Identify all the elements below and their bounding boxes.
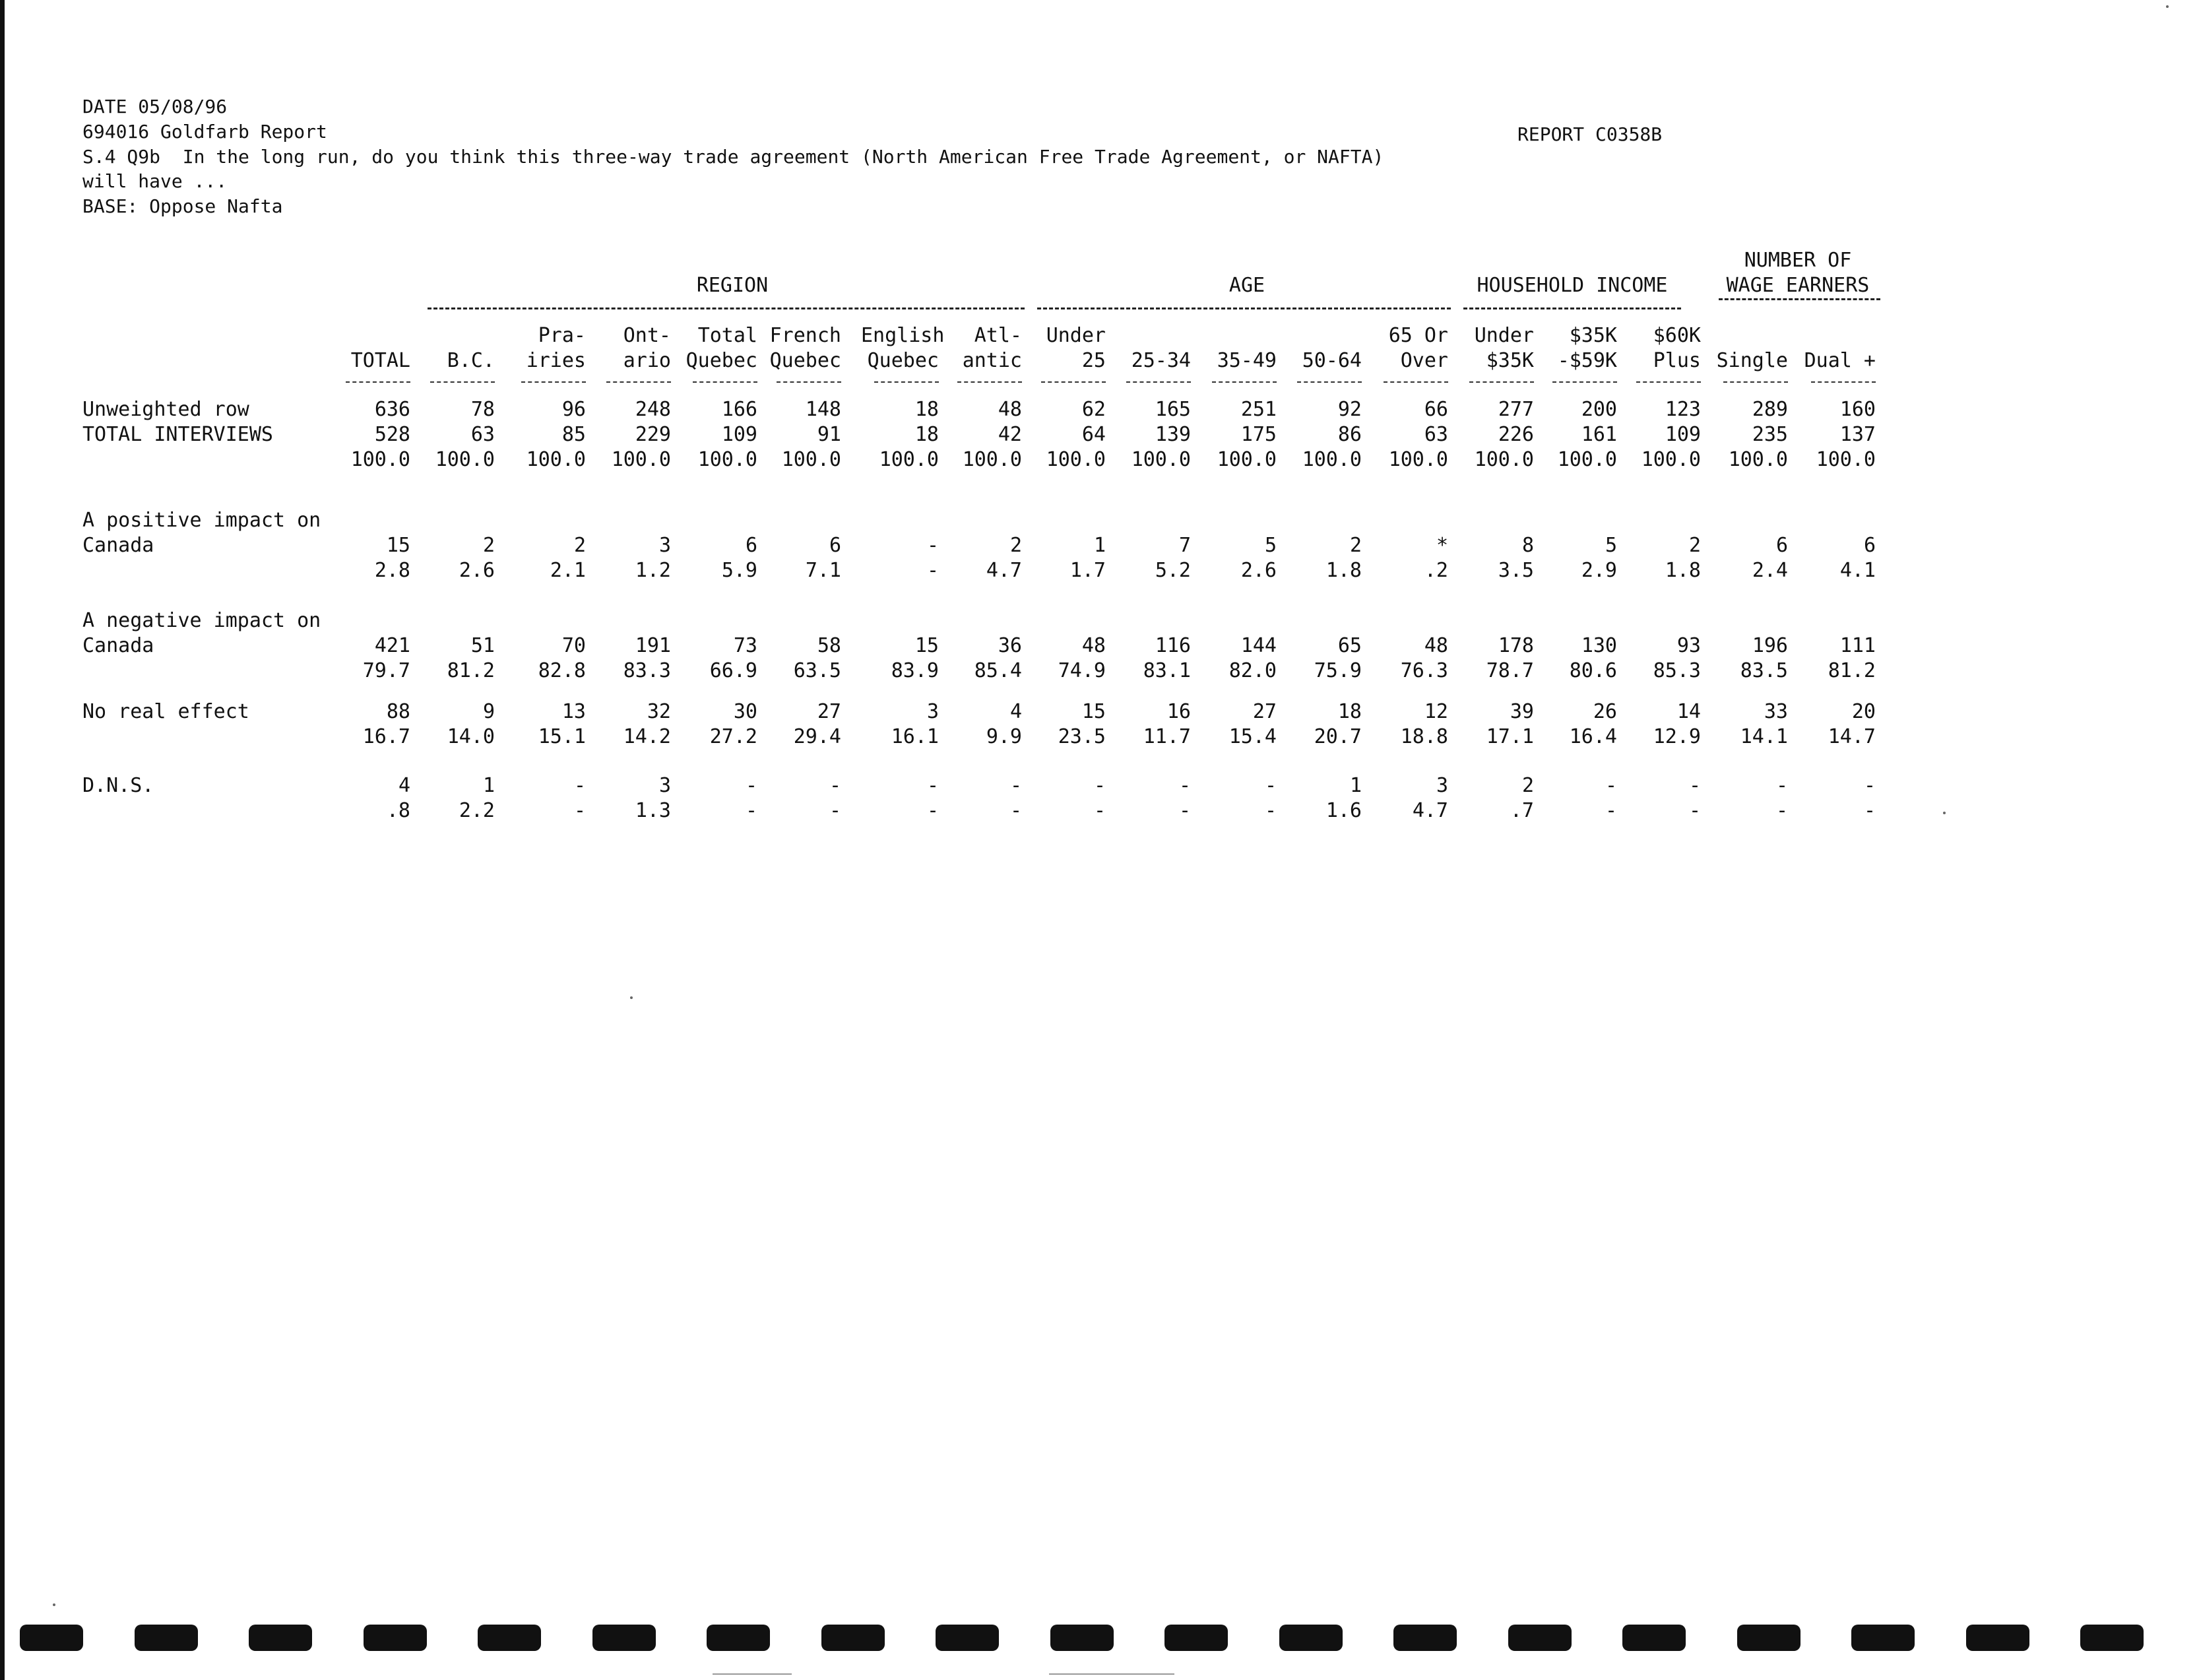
- table-cell: 2: [573, 534, 586, 557]
- row-label: No real effect: [82, 700, 249, 723]
- table-cell: 166: [721, 398, 757, 421]
- binding-hole: [1050, 1625, 1114, 1651]
- table-cell: 32: [647, 700, 671, 723]
- table-cell: 26: [1593, 700, 1617, 723]
- table-cell: 2.9: [1581, 559, 1617, 582]
- table-cell: 1: [1093, 534, 1106, 557]
- column-header-line2: iries: [526, 349, 586, 372]
- column-header-line2: TOTAL: [350, 349, 410, 372]
- binding-hole: [1279, 1625, 1343, 1651]
- table-cell: -: [1605, 774, 1617, 797]
- column-underline: [874, 381, 939, 383]
- table-cell: 2: [482, 534, 495, 557]
- table-cell: 289: [1752, 398, 1788, 421]
- column-header-line1: Total: [697, 324, 757, 347]
- table-cell: -: [1264, 774, 1277, 797]
- table-cell: 9.9: [986, 725, 1022, 748]
- row-label: D.N.S.: [82, 774, 154, 797]
- report-number: REPORT C0358B: [1517, 123, 1663, 145]
- table-cell: 175: [1240, 423, 1277, 446]
- binding-hole: [1393, 1625, 1457, 1651]
- column-header-line1: Under: [1474, 324, 1534, 347]
- binding-hole: [821, 1625, 885, 1651]
- row-label: Unweighted row: [82, 398, 249, 421]
- binding-hole: [592, 1625, 656, 1651]
- row-label: TOTAL INTERVIEWS: [82, 423, 273, 446]
- table-cell: 16: [1166, 700, 1191, 723]
- table-cell: 100.0: [1131, 448, 1191, 471]
- table-cell: 82.0: [1228, 659, 1277, 682]
- binding-hole: [1966, 1625, 2029, 1651]
- table-cell: 2: [1521, 774, 1534, 797]
- column-underline: [957, 381, 1022, 383]
- table-cell: 3: [926, 700, 939, 723]
- table-cell: -: [573, 774, 586, 797]
- scan-speck: [2166, 5, 2169, 8]
- table-cell: 248: [635, 398, 671, 421]
- table-cell: 81.2: [447, 659, 495, 682]
- column-header-line2: B.C.: [447, 349, 495, 372]
- column-underline: [1297, 381, 1362, 383]
- table-cell: 4.7: [1412, 799, 1448, 822]
- table-cell: 229: [635, 423, 671, 446]
- table-cell: -: [1178, 799, 1191, 822]
- column-header-line2: $35K: [1486, 349, 1534, 372]
- binding-hole: [2080, 1625, 2144, 1651]
- table-cell: 109: [1665, 423, 1701, 446]
- table-cell: 160: [1839, 398, 1876, 421]
- report-title: 694016 Goldfarb Report: [82, 121, 327, 143]
- column-header-line2: Single: [1716, 349, 1788, 372]
- table-cell: 62: [1081, 398, 1106, 421]
- table-cell: 200: [1581, 398, 1617, 421]
- table-cell: 15: [1081, 700, 1106, 723]
- table-cell: 51: [470, 634, 495, 657]
- column-underline: [1469, 381, 1534, 383]
- column-underline: [521, 381, 586, 383]
- age-group-rule: [1037, 307, 1451, 309]
- table-cell: 48: [1081, 634, 1106, 657]
- column-underline: [430, 381, 495, 383]
- table-cell: -: [926, 774, 939, 797]
- table-cell: 78.7: [1486, 659, 1534, 682]
- column-underline: [1041, 381, 1106, 383]
- table-cell: 65: [1337, 634, 1362, 657]
- table-cell: 4: [1009, 700, 1022, 723]
- table-cell: 92: [1337, 398, 1362, 421]
- table-cell: 15.4: [1228, 725, 1277, 748]
- table-cell: *: [1436, 534, 1448, 557]
- table-cell: 251: [1240, 398, 1277, 421]
- table-cell: 85.3: [1653, 659, 1701, 682]
- table-cell: 100.0: [697, 448, 757, 471]
- table-cell: 18: [914, 398, 939, 421]
- scan-line: [713, 1673, 792, 1675]
- column-header-line2: Quebec: [769, 349, 841, 372]
- scan-speck: [53, 1603, 55, 1606]
- table-cell: 14.1: [1740, 725, 1788, 748]
- table-cell: .8: [386, 799, 410, 822]
- column-header-line2: Plus: [1653, 349, 1701, 372]
- table-cell: 5.9: [721, 559, 757, 582]
- table-cell: 100.0: [781, 448, 841, 471]
- column-header-line2: Quebec: [685, 349, 757, 372]
- table-cell: 148: [805, 398, 841, 421]
- scan-line: [1049, 1673, 1174, 1675]
- table-cell: 33: [1764, 700, 1788, 723]
- table-cell: 6: [745, 534, 757, 557]
- table-cell: 18: [1337, 700, 1362, 723]
- column-underline: [1811, 381, 1876, 383]
- table-cell: 29.4: [793, 725, 841, 748]
- table-cell: 83.1: [1143, 659, 1191, 682]
- table-cell: -: [745, 774, 757, 797]
- column-header-line1: Under: [1046, 324, 1106, 347]
- table-cell: 123: [1665, 398, 1701, 421]
- wage-group-rule: [1719, 298, 1880, 300]
- table-cell: -: [573, 799, 586, 822]
- table-cell: .7: [1510, 799, 1534, 822]
- table-cell: 6: [1775, 534, 1788, 557]
- table-cell: 2: [1349, 534, 1362, 557]
- table-cell: 528: [374, 423, 410, 446]
- table-cell: 139: [1155, 423, 1191, 446]
- binding-hole: [707, 1625, 770, 1651]
- table-cell: 100.0: [435, 448, 495, 471]
- income-group-rule: [1463, 307, 1681, 309]
- column-header-line2: ario: [623, 349, 671, 372]
- table-cell: 79.7: [362, 659, 410, 682]
- column-underline: [1636, 381, 1701, 383]
- table-cell: 2.2: [459, 799, 495, 822]
- table-cell: 91: [817, 423, 841, 446]
- table-cell: 191: [635, 634, 671, 657]
- column-underline: [346, 381, 410, 383]
- table-cell: 20.7: [1314, 725, 1362, 748]
- table-cell: 165: [1155, 398, 1191, 421]
- table-cell: 23.5: [1058, 725, 1106, 748]
- table-cell: 235: [1752, 423, 1788, 446]
- binding-hole: [135, 1625, 198, 1651]
- table-cell: 1: [1349, 774, 1362, 797]
- region-group-rule: [428, 307, 1025, 309]
- table-cell: 74.9: [1058, 659, 1106, 682]
- table-cell: 20: [1851, 700, 1876, 723]
- table-cell: 3: [658, 774, 671, 797]
- column-header-line2: antic: [962, 349, 1022, 372]
- table-cell: .2: [1424, 559, 1448, 582]
- binding-hole: [1508, 1625, 1572, 1651]
- scan-speck: [630, 996, 633, 999]
- binding-hole: [1164, 1625, 1228, 1651]
- table-cell: 75.9: [1314, 659, 1362, 682]
- table-cell: 109: [721, 423, 757, 446]
- binding-hole: [1851, 1625, 1915, 1651]
- table-cell: 4.7: [986, 559, 1022, 582]
- table-cell: 178: [1498, 634, 1534, 657]
- table-cell: 6: [829, 534, 841, 557]
- table-cell: 100.0: [1728, 448, 1788, 471]
- table-cell: 2.6: [459, 559, 495, 582]
- table-cell: 3: [658, 534, 671, 557]
- column-header-line2: -$59K: [1557, 349, 1617, 372]
- table-cell: 15: [386, 534, 410, 557]
- scan-left-border: [0, 0, 5, 1680]
- table-cell: 116: [1155, 634, 1191, 657]
- table-cell: 16.4: [1569, 725, 1617, 748]
- binding-hole: [478, 1625, 541, 1651]
- table-cell: 66: [1424, 398, 1448, 421]
- table-cell: 636: [374, 398, 410, 421]
- table-cell: 130: [1581, 634, 1617, 657]
- table-cell: 161: [1581, 423, 1617, 446]
- table-cell: 14.7: [1828, 725, 1876, 748]
- table-cell: 2.1: [550, 559, 586, 582]
- table-cell: 1: [482, 774, 495, 797]
- table-cell: 196: [1752, 634, 1788, 657]
- column-underline: [1723, 381, 1788, 383]
- table-cell: 18: [914, 423, 939, 446]
- table-cell: 13: [561, 700, 586, 723]
- group-header-wage-earners-line2: WAGE EARNERS: [1726, 274, 1870, 297]
- table-cell: 16.1: [891, 725, 939, 748]
- table-cell: 2: [1688, 534, 1701, 557]
- question-text-continued: will have ...: [82, 170, 228, 192]
- report-date: DATE 05/08/96: [82, 96, 228, 117]
- table-cell: 8: [1521, 534, 1534, 557]
- table-cell: -: [1093, 774, 1106, 797]
- table-cell: 17.1: [1486, 725, 1534, 748]
- column-underline: [606, 381, 671, 383]
- row-label: A negative impact on: [82, 609, 321, 632]
- binding-hole: [364, 1625, 427, 1651]
- table-cell: 6: [1863, 534, 1876, 557]
- table-cell: 39: [1510, 700, 1534, 723]
- column-header-line2: Quebec: [867, 349, 939, 372]
- group-header-household-income: HOUSEHOLD INCOME: [1477, 274, 1668, 297]
- row-label: Canada: [82, 634, 154, 657]
- table-cell: 12: [1424, 700, 1448, 723]
- table-cell: -: [829, 799, 841, 822]
- binding-hole: [1737, 1625, 1801, 1651]
- table-cell: 226: [1498, 423, 1534, 446]
- table-cell: -: [1688, 774, 1701, 797]
- row-label: Canada: [82, 534, 154, 557]
- column-underline: [1384, 381, 1448, 383]
- table-cell: 1.3: [635, 799, 671, 822]
- table-cell: 9: [482, 700, 495, 723]
- table-cell: 7: [1178, 534, 1191, 557]
- column-header-line1: 65 Or: [1388, 324, 1448, 347]
- column-header-line2: 25-34: [1131, 349, 1191, 372]
- table-cell: 15: [914, 634, 939, 657]
- binding-hole: [1622, 1625, 1686, 1651]
- table-cell: 63.5: [793, 659, 841, 682]
- table-cell: 7.1: [805, 559, 841, 582]
- table-cell: 85: [561, 423, 586, 446]
- column-header-line2: Dual +: [1804, 349, 1876, 372]
- table-cell: 83.9: [891, 659, 939, 682]
- table-cell: 5.2: [1155, 559, 1191, 582]
- table-cell: 100.0: [962, 448, 1022, 471]
- table-cell: 36: [998, 634, 1022, 657]
- binding-hole: [936, 1625, 999, 1651]
- table-cell: 2.6: [1240, 559, 1277, 582]
- table-cell: -: [1775, 799, 1788, 822]
- table-cell: 100.0: [350, 448, 410, 471]
- column-header-line2: 25: [1081, 349, 1106, 372]
- table-cell: 277: [1498, 398, 1534, 421]
- table-cell: 3: [1436, 774, 1448, 797]
- column-underline: [693, 381, 757, 383]
- table-cell: 2.8: [374, 559, 410, 582]
- table-cell: -: [1775, 774, 1788, 797]
- table-cell: 78: [470, 398, 495, 421]
- table-cell: 11.7: [1143, 725, 1191, 748]
- table-cell: 1.8: [1325, 559, 1362, 582]
- table-cell: 63: [1424, 423, 1448, 446]
- column-header-line2: 50-64: [1302, 349, 1362, 372]
- table-cell: 100.0: [1217, 448, 1277, 471]
- table-cell: 73: [733, 634, 757, 657]
- table-cell: 1.6: [1325, 799, 1362, 822]
- table-cell: -: [1688, 799, 1701, 822]
- table-cell: 64: [1081, 423, 1106, 446]
- table-cell: 5: [1264, 534, 1277, 557]
- table-cell: -: [1863, 774, 1876, 797]
- table-cell: 4: [398, 774, 410, 797]
- table-cell: 144: [1240, 634, 1277, 657]
- column-underline: [1126, 381, 1191, 383]
- table-cell: 30: [733, 700, 757, 723]
- scan-speck: [1943, 812, 1946, 814]
- row-label: A positive impact on: [82, 509, 321, 532]
- table-cell: 66.9: [709, 659, 757, 682]
- column-header-line1: Atl-: [974, 324, 1022, 347]
- table-cell: -: [926, 559, 939, 582]
- column-header-line1: $35K: [1569, 324, 1617, 347]
- question-text: S.4 Q9b In the long run, do you think this three-way trade agreement (North American Free Trade Agreement, or NAFTA): [82, 146, 1384, 168]
- column-header-line2: Over: [1400, 349, 1448, 372]
- table-cell: 137: [1839, 423, 1876, 446]
- table-cell: 14.0: [447, 725, 495, 748]
- table-cell: -: [1863, 799, 1876, 822]
- table-cell: 111: [1839, 634, 1876, 657]
- table-cell: 100.0: [1302, 448, 1362, 471]
- table-cell: 27.2: [709, 725, 757, 748]
- table-cell: 4.1: [1839, 559, 1876, 582]
- table-cell: 18.8: [1400, 725, 1448, 748]
- table-cell: 42: [998, 423, 1022, 446]
- column-underline: [1212, 381, 1277, 383]
- table-cell: 2.4: [1752, 559, 1788, 582]
- group-header-region: REGION: [696, 274, 769, 297]
- table-cell: -: [1009, 774, 1022, 797]
- table-cell: 88: [386, 700, 410, 723]
- table-cell: 1.2: [635, 559, 671, 582]
- group-header-age: AGE: [1228, 274, 1265, 297]
- column-header-line1: English: [861, 324, 945, 347]
- table-cell: 1.8: [1665, 559, 1701, 582]
- table-cell: 100.0: [879, 448, 939, 471]
- table-cell: -: [926, 534, 939, 557]
- table-cell: -: [1264, 799, 1277, 822]
- table-cell: 85.4: [974, 659, 1022, 682]
- table-cell: -: [1605, 799, 1617, 822]
- table-cell: 58: [817, 634, 841, 657]
- table-cell: -: [1178, 774, 1191, 797]
- column-header-line1: French: [769, 324, 841, 347]
- binding-hole: [249, 1625, 312, 1651]
- table-cell: 100.0: [1641, 448, 1701, 471]
- table-cell: 100.0: [1816, 448, 1876, 471]
- table-cell: 14.2: [623, 725, 671, 748]
- table-cell: -: [1009, 799, 1022, 822]
- table-cell: 14: [1676, 700, 1701, 723]
- table-cell: 100.0: [526, 448, 586, 471]
- table-cell: 100.0: [1388, 448, 1448, 471]
- table-cell: 96: [561, 398, 586, 421]
- table-cell: 3.5: [1498, 559, 1534, 582]
- column-header-line2: 35-49: [1217, 349, 1277, 372]
- table-cell: 100.0: [611, 448, 671, 471]
- column-header-line1: $60K: [1653, 324, 1701, 347]
- table-cell: 83.5: [1740, 659, 1788, 682]
- table-cell: 100.0: [1557, 448, 1617, 471]
- table-cell: 421: [374, 634, 410, 657]
- table-cell: 1.7: [1069, 559, 1106, 582]
- table-cell: 86: [1337, 423, 1362, 446]
- binding-hole: [20, 1625, 83, 1651]
- table-cell: 100.0: [1046, 448, 1106, 471]
- table-cell: 16.7: [362, 725, 410, 748]
- table-cell: 48: [1424, 634, 1448, 657]
- group-header-wage-earners-line1: NUMBER OF: [1744, 249, 1852, 272]
- table-cell: 70: [561, 634, 586, 657]
- table-cell: 5: [1605, 534, 1617, 557]
- table-cell: 100.0: [1474, 448, 1534, 471]
- column-header-line1: Pra-: [538, 324, 586, 347]
- table-cell: 27: [817, 700, 841, 723]
- table-cell: 27: [1252, 700, 1277, 723]
- table-cell: 15.1: [538, 725, 586, 748]
- table-cell: 80.6: [1569, 659, 1617, 682]
- column-underline: [1552, 381, 1617, 383]
- base-text: BASE: Oppose Nafta: [82, 195, 283, 217]
- table-cell: 2: [1009, 534, 1022, 557]
- table-cell: -: [1093, 799, 1106, 822]
- table-cell: 82.8: [538, 659, 586, 682]
- column-underline: [777, 381, 841, 383]
- column-header-line1: Ont-: [623, 324, 671, 347]
- table-cell: -: [926, 799, 939, 822]
- table-cell: 63: [470, 423, 495, 446]
- table-cell: 93: [1676, 634, 1701, 657]
- table-cell: 76.3: [1400, 659, 1448, 682]
- table-cell: 12.9: [1653, 725, 1701, 748]
- table-cell: -: [829, 774, 841, 797]
- table-cell: 48: [998, 398, 1022, 421]
- table-cell: 81.2: [1828, 659, 1876, 682]
- table-cell: 83.3: [623, 659, 671, 682]
- table-cell: -: [745, 799, 757, 822]
